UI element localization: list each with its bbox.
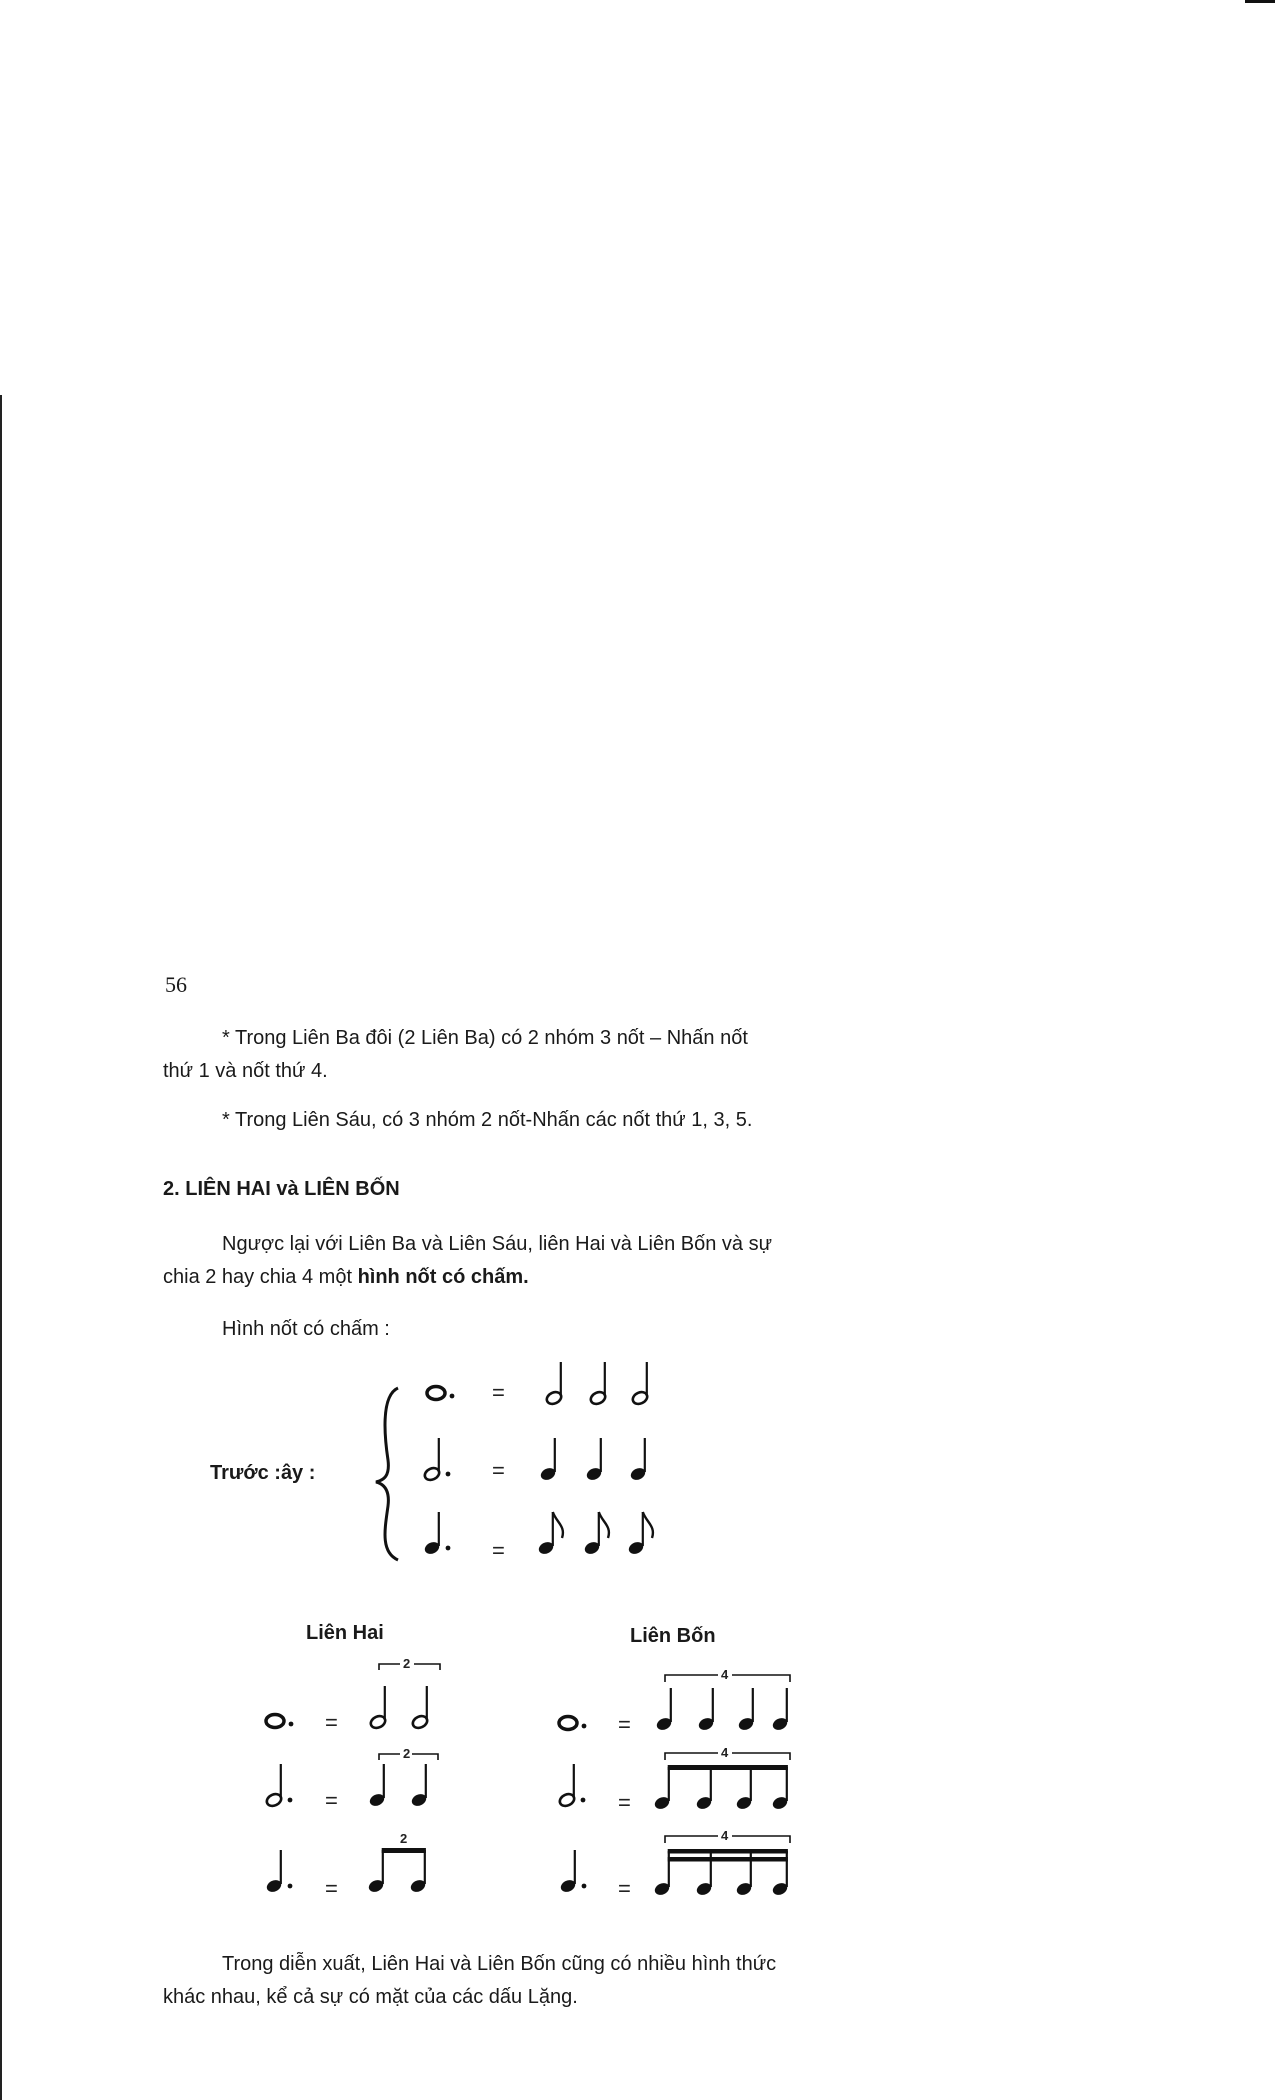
equals-sign: = (325, 1876, 338, 1901)
equals-sign: = (325, 1788, 338, 1813)
lien-bon-title: Liên Bốn (630, 1625, 716, 1647)
half-note (411, 1686, 429, 1730)
quarter-note (771, 1688, 789, 1732)
equals-sign: = (492, 1458, 505, 1483)
eighth-note (537, 1512, 563, 1556)
dotted-half-note (558, 1764, 576, 1808)
dotted-half-note (423, 1438, 441, 1482)
quarter-note (585, 1438, 603, 1482)
lien-hai-title: Liên Hai (306, 1622, 384, 1644)
equals-sign: = (618, 1790, 631, 1815)
paragraph-line: thứ 1 và nốt thứ 4. (163, 1060, 328, 1082)
paragraph-line: Trong diễn xuất, Liên Hai và Liên Bốn cũng có nhiều hình thức (222, 1953, 777, 1975)
tuplet-number: 2 (403, 1746, 411, 1761)
quarter-note (697, 1688, 715, 1732)
paragraph-line: * Trong Liên Sáu, có 3 nhóm 2 nốt-Nhấn các nốt thứ 1, 3, 5. (222, 1109, 753, 1131)
eighth-note (583, 1512, 609, 1556)
quarter-note (368, 1764, 386, 1808)
tuplet-number: 2 (403, 1656, 411, 1671)
bold-term: hình nốt có chấm. (357, 1266, 529, 1288)
equals-sign: = (492, 1380, 505, 1405)
tuplet-number: 2 (400, 1831, 408, 1846)
dotted-quarter-note (265, 1850, 283, 1894)
half-note (369, 1686, 387, 1730)
equals-sign: = (618, 1712, 631, 1737)
dotted-half-note (265, 1764, 283, 1808)
section-heading: 2. LIÊN HAI và LIÊN BỐN (163, 1178, 400, 1200)
paragraph-line: khác nhau, kể cả sự có mặt của các dấu Lặng. (163, 1986, 578, 2008)
equals-sign: = (325, 1710, 338, 1735)
quarter-note (737, 1688, 755, 1732)
paragraph-text: chia 2 hay chia 4 một (163, 1266, 358, 1288)
tuplet-number: 4 (721, 1667, 729, 1682)
page-number: 56 (165, 972, 187, 997)
brace (376, 1388, 398, 1560)
tuplet-number: 4 (721, 1745, 729, 1760)
before-label: Trước :ây : (210, 1462, 316, 1484)
paragraph-line: Ngược lại với Liên Ba và Liên Sáu, liên Hai và Liên Bốn và sự (222, 1233, 772, 1255)
half-note (589, 1362, 607, 1406)
quarter-note (539, 1438, 557, 1482)
eighth-note (627, 1512, 653, 1556)
dotted-whole-note (266, 1715, 284, 1728)
dotted-quarter-note (559, 1850, 577, 1894)
paragraph-closing (163, 1948, 883, 2014)
half-note (545, 1362, 563, 1406)
half-note (631, 1362, 649, 1406)
paragraph-line: * Trong Liên Ba đôi (2 Liên Ba) có 2 nhóm 3 nốt – Nhấn nốt (222, 1027, 748, 1049)
quarter-note (410, 1764, 428, 1808)
quarter-note (629, 1438, 647, 1482)
beamed-sixteenth-quadruplet (653, 1849, 789, 1897)
paragraph-dotted-note: Hình nốt có chấm : (222, 1318, 390, 1340)
dotted-whole-note (559, 1717, 577, 1730)
beamed-eighth-pair (367, 1848, 427, 1894)
quarter-note (655, 1688, 673, 1732)
dotted-whole-note (427, 1387, 445, 1400)
dotted-quarter-note (423, 1512, 441, 1556)
beamed-eighth-quadruplet (653, 1765, 789, 1811)
tuplet-number: 4 (721, 1828, 729, 1843)
equals-sign: = (492, 1538, 505, 1563)
equals-sign: = (618, 1876, 631, 1901)
